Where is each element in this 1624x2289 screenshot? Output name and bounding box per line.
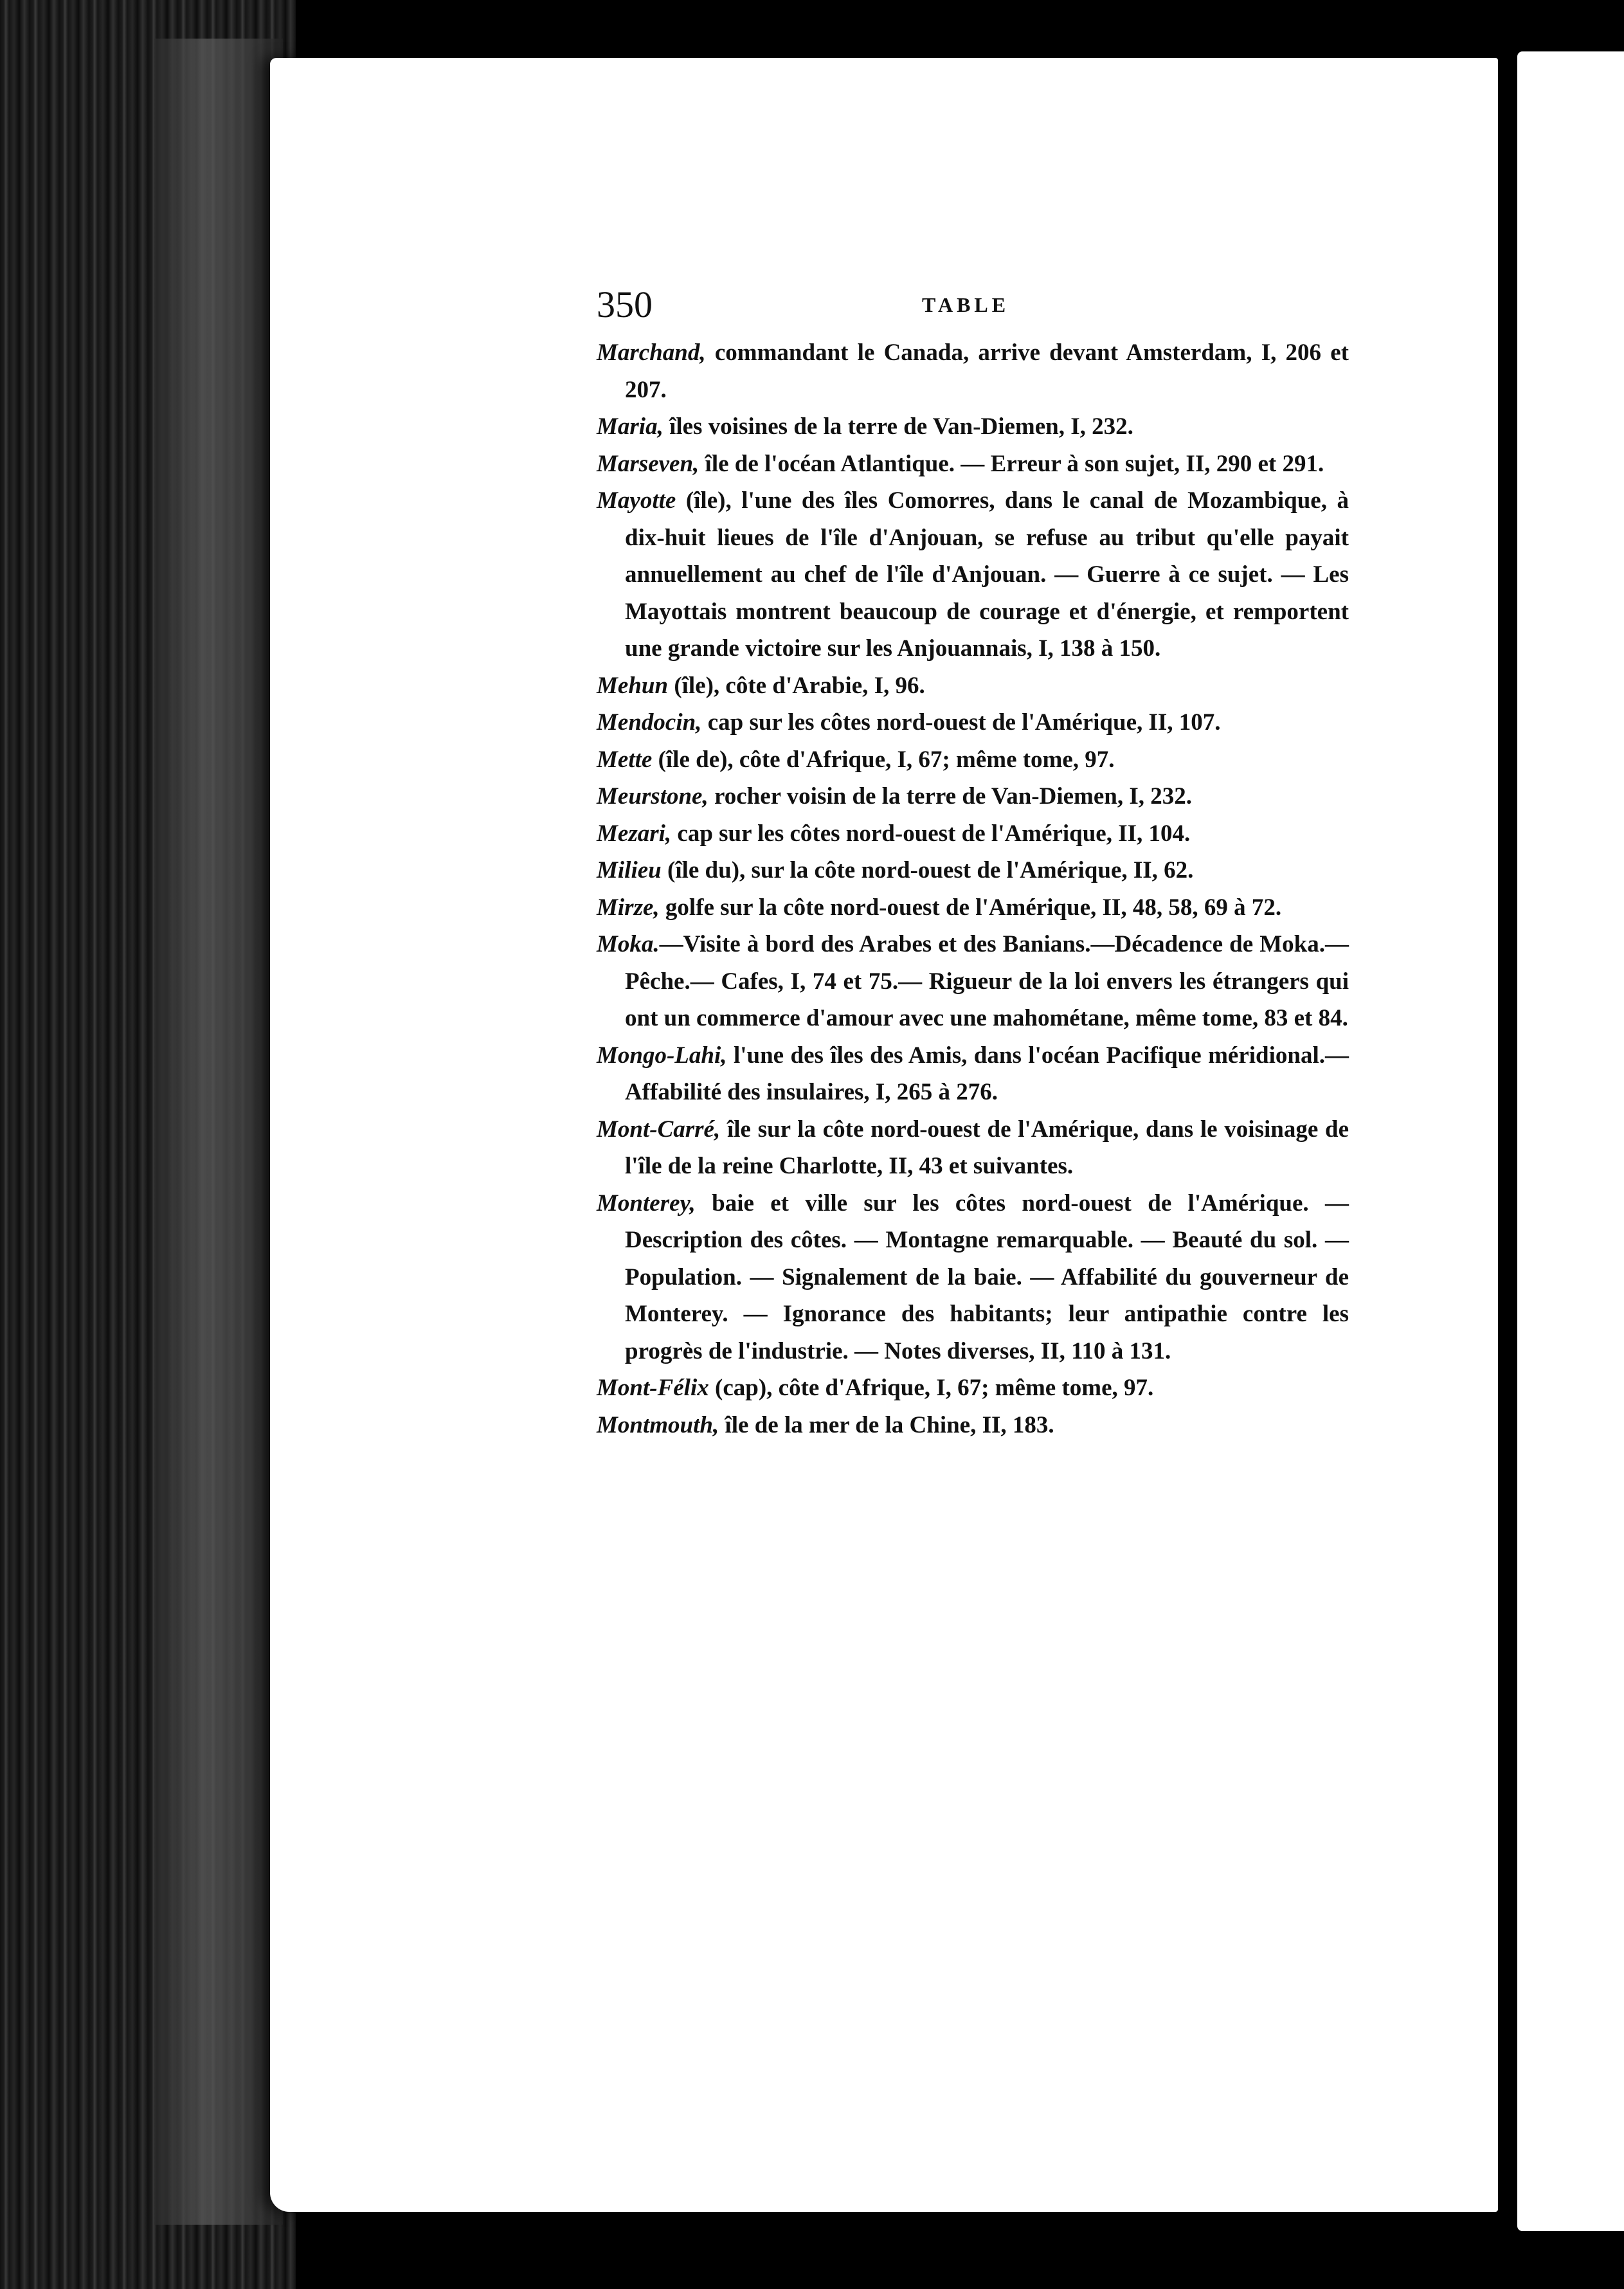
page-number: 350 bbox=[597, 284, 653, 325]
index-entry-text: (île du), sur la côte nord-ouest de l'Amérique, II, 62. bbox=[661, 857, 1194, 883]
index-entry bbox=[597, 889, 1349, 927]
index-entry-term: Montmouth, bbox=[597, 1411, 719, 1438]
index-entry bbox=[597, 667, 1349, 705]
index-entry bbox=[597, 482, 1349, 667]
index-entry-text: île sur la côte nord-ouest de l'Amérique, dans le voisinage de l'île de la reine Charlotte, II, 43 et suivantes. bbox=[625, 1116, 1349, 1179]
index-entry bbox=[597, 1370, 1349, 1407]
index-entry-term: Marchand, bbox=[597, 339, 706, 366]
index-entry bbox=[597, 1407, 1349, 1444]
index-entry bbox=[597, 334, 1349, 408]
index-entry bbox=[597, 778, 1349, 815]
index-entry-text: îles voisines de la terre de Van-Diemen, I, 232. bbox=[663, 413, 1133, 440]
index-entries bbox=[597, 334, 1349, 1443]
index-entry bbox=[597, 1111, 1349, 1185]
index-entry-term: Mongo-Lahi, bbox=[597, 1042, 727, 1069]
index-entry bbox=[597, 704, 1349, 741]
index-entry-term: Meurstone, bbox=[597, 783, 708, 810]
index-entry-term: Mont-Félix bbox=[597, 1375, 709, 1401]
page-content bbox=[597, 283, 1349, 1443]
index-entry bbox=[597, 446, 1349, 483]
index-entry-text: commandant le Canada, arrive devant Amsterdam, I, 206 et 207. bbox=[625, 339, 1349, 403]
index-entry-term: Mehun bbox=[597, 672, 669, 699]
index-entry-text: (île de), côte d'Afrique, I, 67; même tome, 97. bbox=[652, 746, 1115, 773]
index-entry-text: (cap), côte d'Afrique, I, 67; même tome, 97. bbox=[708, 1375, 1154, 1401]
index-entry-text: île de l'océan Atlantique. — Erreur à son sujet, II, 290 et 291. bbox=[699, 450, 1324, 477]
index-entry-text: l'une des îles des Amis, dans l'océan Pacifique méridional.—Affabilité des insulaires, I, 265 à 276. bbox=[625, 1042, 1349, 1105]
page-header bbox=[597, 283, 1349, 334]
running-title: TABLE bbox=[922, 293, 1010, 316]
index-entry-text: (île), côte d'Arabie, I, 96. bbox=[668, 672, 925, 699]
index-entry-term: Mendocin, bbox=[597, 709, 702, 736]
book-binding bbox=[0, 0, 296, 2289]
index-entry-term: Mette bbox=[597, 746, 653, 773]
index-entry-text: rocher voisin de la terre de Van-Diemen, I, 232. bbox=[708, 783, 1193, 810]
index-entry-text: golfe sur la côte nord-ouest de l'Amérique, II, 48, 58, 69 à 72. bbox=[659, 894, 1282, 921]
facing-page-edge bbox=[1517, 51, 1624, 2231]
index-entry-term: Moka. bbox=[597, 931, 660, 957]
index-entry-text: baie et ville sur les côtes nord-ouest de l'Amérique. — Description des côtes. — Montagne remarquable. — Beauté du sol. — Population. — Signalement de la baie. — Affabilité du gouverneur de Monterey. — Ignorance des habitants; leur antipathie contre les progrès de l'industrie. — Notes diverses, II, 110 à 131. bbox=[625, 1190, 1349, 1364]
index-entry-term: Mezari, bbox=[597, 820, 672, 847]
index-entry-text: (île), l'une des îles Comorres, dans le canal de Mozambique, à dix-huit lieues de l'île d'Anjouan, se refuse au tribut qu'elle payait annuellement au chef de l'île d'Anjouan. — Guerre à ce sujet. — Les Mayottais montrent beaucoup de courage et d'énergie, et remportent une grande victoire sur les Anjouannais, I, 138 à 150. bbox=[625, 487, 1349, 662]
page-gap bbox=[1498, 0, 1517, 2289]
index-entry-text: île de la mer de la Chine, II, 183. bbox=[719, 1411, 1054, 1438]
index-entry bbox=[597, 926, 1349, 1037]
index-entry-text: cap sur les côtes nord-ouest de l'Amérique, II, 104. bbox=[671, 820, 1191, 847]
index-entry bbox=[597, 1185, 1349, 1370]
index-entry-term: Milieu bbox=[597, 857, 662, 883]
index-entry-term: Mont-Carré, bbox=[597, 1116, 721, 1143]
index-entry-term: Mirze, bbox=[597, 894, 660, 921]
index-entry bbox=[597, 1037, 1349, 1111]
index-entry-text: —Visite à bord des Arabes et des Banians.—Décadence de Moka.—Pêche.— Cafes, I, 74 et 75.— Rigueur de la loi envers les étrangers qui ont un commerce d'amour avec une mahométane, même tome, 83 et 84. bbox=[625, 931, 1349, 1031]
index-entry-term: Maria, bbox=[597, 413, 663, 440]
index-entry-term: Monterey, bbox=[597, 1190, 696, 1217]
index-entry bbox=[597, 741, 1349, 779]
index-entry bbox=[597, 852, 1349, 889]
index-entry bbox=[597, 408, 1349, 446]
index-entry bbox=[597, 815, 1349, 853]
index-entry-text: cap sur les côtes nord-ouest de l'Amérique, II, 107. bbox=[701, 709, 1221, 736]
index-entry-term: Mayotte bbox=[597, 487, 676, 514]
index-entry-term: Marseven, bbox=[597, 450, 699, 477]
